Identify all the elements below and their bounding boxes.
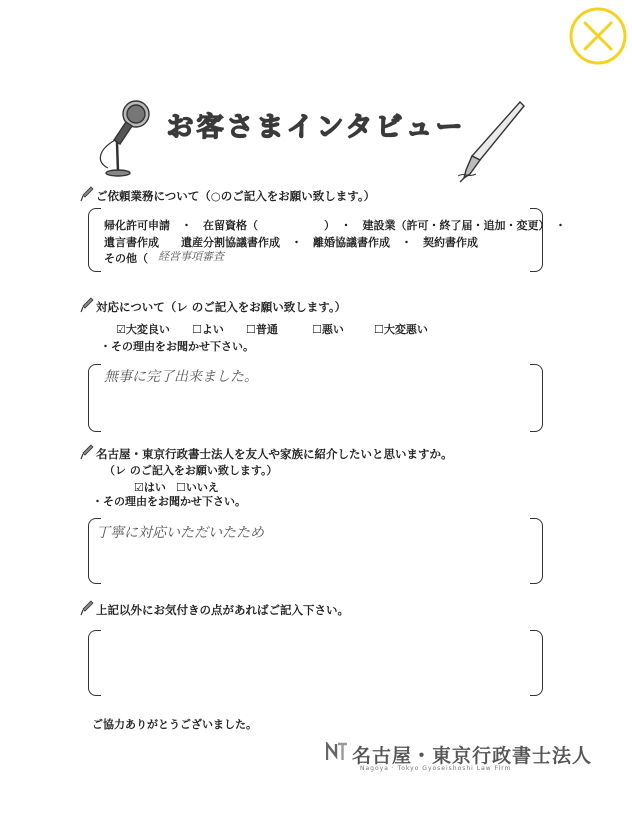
logo-name: 名古屋・東京行政書士法人: [352, 745, 593, 767]
rating-option-good[interactable]: [192, 318, 224, 337]
pen-icon: [80, 600, 94, 616]
rating-option-label: 普通: [255, 323, 278, 336]
section3-reason-label: ・その理由をお聞かせ下さい。: [92, 495, 246, 508]
checkbox-checked[interactable]: ☑: [134, 481, 144, 494]
section3-bracket-right: [530, 518, 543, 584]
section2-bracket-right: [530, 364, 543, 432]
service-other-value: 経営事項審査: [158, 250, 224, 263]
service-line-1: 帰化許可申請 ・ 在留資格（ ） ・ 建設業（許可・終了届・追加・変更） ・: [104, 219, 566, 232]
close-icon[interactable]: [568, 6, 628, 66]
rating-option-normal[interactable]: [246, 318, 278, 337]
closing-text: ご協力ありがとうございました。: [92, 718, 257, 731]
section2-heading: 対応について（レ のご記入をお願い致します。）: [96, 300, 347, 314]
pen-icon: [80, 297, 94, 313]
section4-heading: 上記以外にお気付きの点があればご記入下さい。: [96, 603, 349, 617]
recommend-option-label: いいえ: [185, 481, 219, 494]
checkbox[interactable]: ☐: [192, 323, 202, 336]
recommend-option-label: はい: [143, 481, 166, 494]
section4-bracket-left: [88, 630, 101, 696]
checkbox[interactable]: ☐: [312, 323, 322, 336]
pen-icon: [80, 444, 94, 460]
section4-bracket-right: [530, 630, 543, 696]
checkbox-checked[interactable]: ☑: [116, 323, 126, 336]
rating-option-label: よい: [201, 323, 224, 336]
service-other-label: その他（: [104, 252, 148, 265]
checkbox[interactable]: ☐: [176, 481, 186, 494]
checkbox[interactable]: ☐: [246, 323, 256, 336]
section1-bracket-left: [88, 208, 101, 272]
section3-heading: 名古屋・東京行政書士法人を友人や家族に紹介したいと思いますか。: [96, 447, 453, 461]
rating-option-label: 大変良い: [125, 323, 170, 336]
pen-icon: [80, 186, 94, 202]
checkbox[interactable]: ☐: [374, 323, 384, 336]
section3-reason-value: 丁寧に対応いただいたため: [96, 525, 264, 541]
section1-heading: ご依頼業務について（○のご記入をお願い致します。）: [96, 189, 376, 203]
rating-option-very-good[interactable]: [116, 318, 170, 337]
logo-subtitle: Nagoya · Tokyo Gyoseishoshi Law Firm: [360, 765, 512, 772]
section3-subheading: （レ のご記入をお願い致します。）: [104, 464, 278, 477]
page-title: お客さまインタビュー: [166, 112, 466, 143]
section2-bracket-left: [88, 364, 101, 432]
section2-reason-label: ・その理由をお聞かせ下さい。: [100, 340, 254, 353]
logo-mark-icon: [326, 742, 348, 762]
rating-option-bad[interactable]: [312, 318, 344, 337]
rating-option-label: 悪い: [321, 323, 344, 336]
section2-reason-value: 無事に完了出来ました。: [104, 369, 258, 385]
rating-option-very-bad[interactable]: [374, 318, 428, 337]
rating-option-label: 大変悪い: [383, 323, 428, 336]
service-line-2: 遺言書作成 遺産分割協議書作成 ・ 離婚協議書作成 ・ 契約書作成: [104, 236, 478, 249]
